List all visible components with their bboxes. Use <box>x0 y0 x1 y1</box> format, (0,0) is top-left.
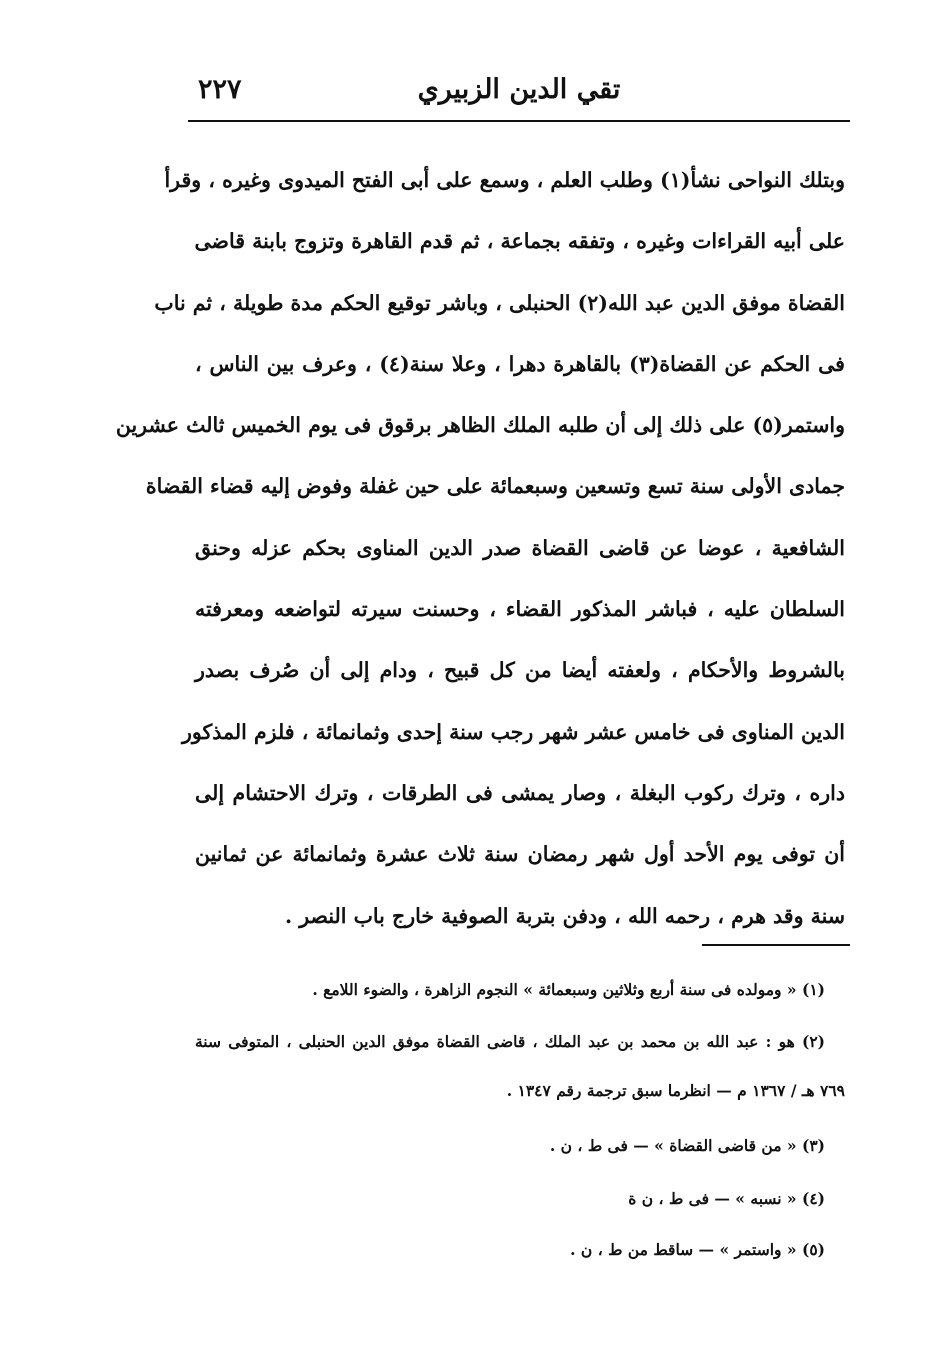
footnote-5: (٥) « واستمر » — ساقط من ط ، ن . <box>570 1240 825 1259</box>
text-line: داره ، وترك ركوب البغلة ، وصار يمشى فى الطرقات ، وترك الاحتشام إلى <box>195 780 845 805</box>
text-line: على أبيه القراءات وغيره ، وتفقه بجماعة ، ثم قدم القاهرة وتزوج بابنة قاضى <box>194 229 845 254</box>
running-title: تقي الدين الزبيري <box>417 74 621 105</box>
text-line: وبتلك النواحى نشأ(١) وطلب العلم ، وسمع على أبى الفتح الميدوى وغيره ، وقرأ <box>164 168 845 192</box>
footnote-4: (٤) « نسبه » — فى ط ، ن ة <box>628 1189 825 1208</box>
text-line: السلطان عليه ، فباشر المذكور القضاء ، وحسنت سيرته لتواضعه ومعرفته <box>195 597 845 622</box>
text-line: الشافعية ، عوضا عن قاضى القضاة صدر الدين المناوى بحكم عزله وحنق <box>195 535 845 560</box>
page-number: ٢٢٧ <box>198 74 242 105</box>
footnote-2-line-1: (٢) هو : عبد الله بن محمد بن عبد الملك ، قاضى القضاة موفق الدين الحنبلى ، المتوفى سنة <box>195 1032 825 1051</box>
text-line: فى الحكم عن القضاة(٣) بالقاهرة دهرا ، وعلا سنة(٤) ، وعرف بين الناس ، <box>195 351 845 376</box>
footnote-1: (١) « ومولده فى سنة أربع وثلاثين وسبعمائة » النجوم الزاهرة ، والضوء اللامع . <box>312 980 825 999</box>
text-line: جمادى الأولى سنة تسع وتسعين وسبعمائة على حين غفلة وفوض إليه قضاء القضاة <box>145 474 845 499</box>
footnote-2-line-2: ٧٦٩ هـ / ١٣٦٧ م — انظرما سبق ترجمة رقم ١٣٤٧ . <box>506 1081 845 1100</box>
text-line: الدين المناوى فى خامس عشر شهر رجب سنة إحدى وثمانمائة ، فلزم المذكور <box>182 719 845 744</box>
body-text <box>115 150 845 947</box>
running-header <box>188 70 850 118</box>
text-line: أن توفى يوم الأحد أول شهر رمضان سنة ثلاث عشرة وثمانمائة عن ثمانين <box>195 842 845 867</box>
text-line: سنة وقد هرم ، رحمه الله ، ودفن بتربة الصوفية خارج باب النصر . <box>284 903 845 928</box>
footnote-rule <box>702 944 850 946</box>
footnote-3: (٣) « من قاضى القضاة » — فى ط ، ن . <box>549 1136 825 1155</box>
text-line: واستمر(٥) على ذلك إلى أن طلبه الملك الظاهر برقوق فى يوم الخميس ثالث عشرين <box>115 413 845 438</box>
text-line: القضاة موفق الدين عبد الله(٢) الحنبلى ، وباشر توقيع الحكم مدة طويلة ، ثم ناب <box>154 290 845 315</box>
text-line: بالشروط والأحكام ، ولعفته أيضا من كل قبيح ، ودام إلى أن صُرف بصدر <box>195 658 845 683</box>
header-rule <box>188 120 850 122</box>
